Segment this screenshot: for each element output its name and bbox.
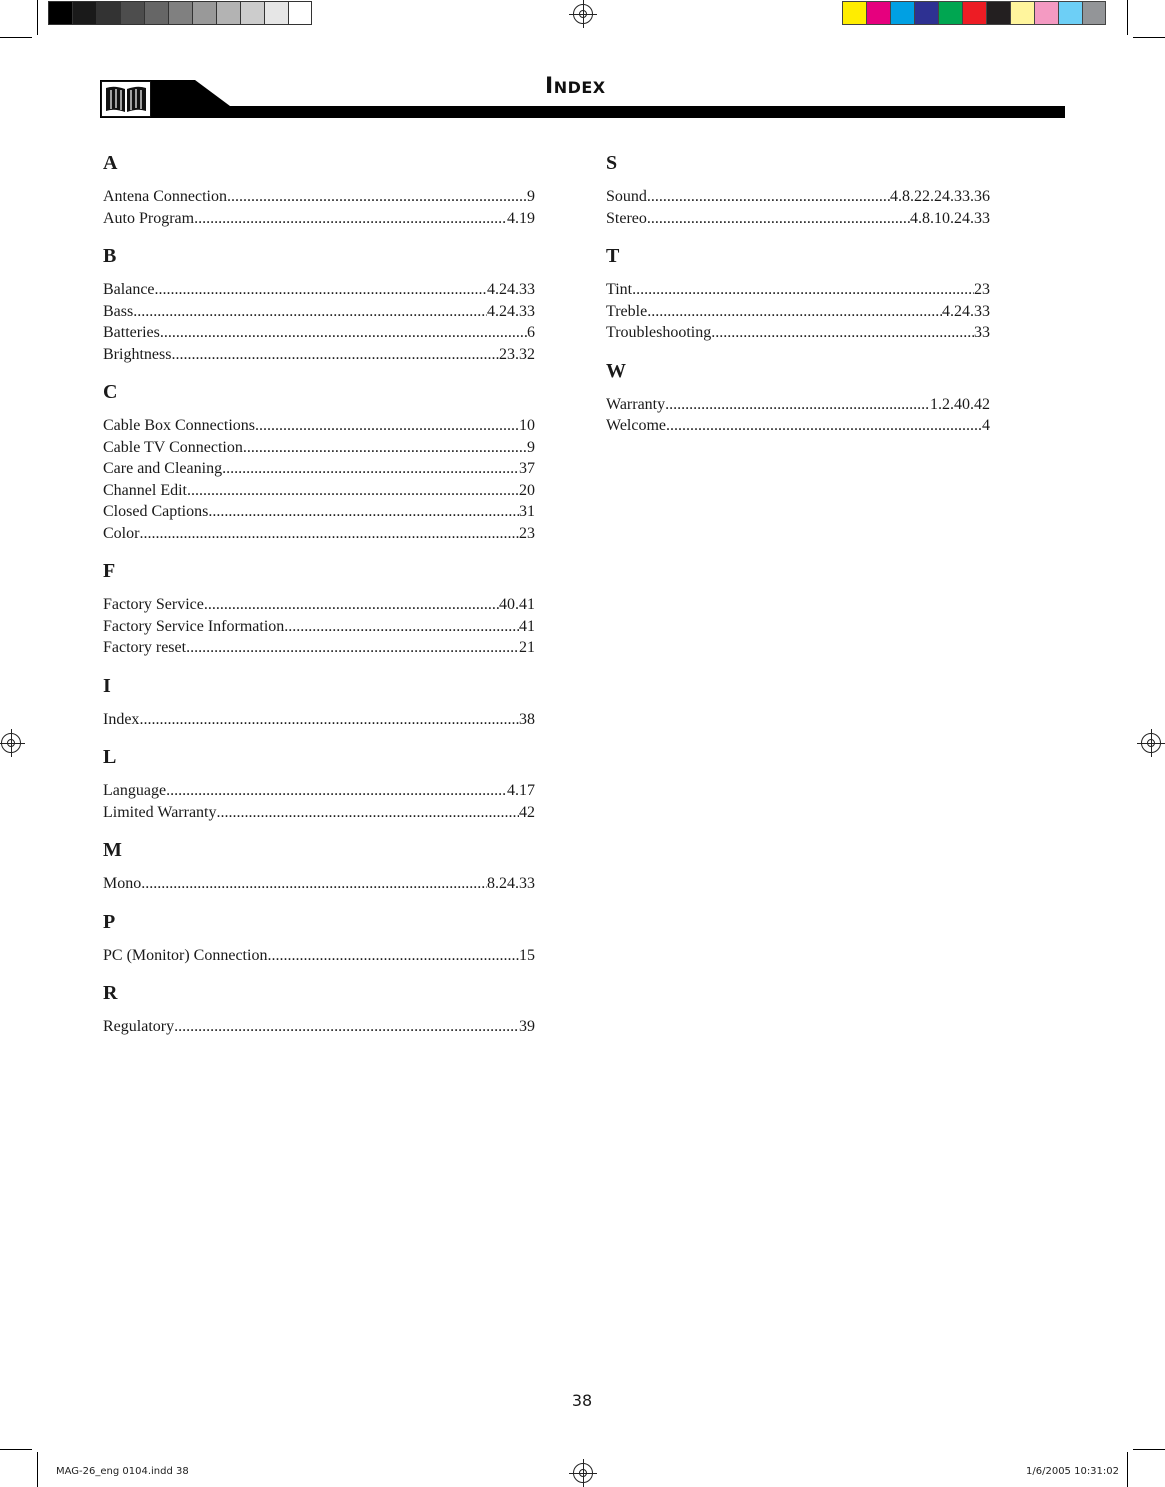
color-swatch <box>216 1 240 25</box>
index-entry-page: 4.17 <box>507 782 535 799</box>
dot-leader <box>267 945 519 967</box>
color-swatch <box>842 1 866 25</box>
index-entry <box>103 208 535 230</box>
color-swatch <box>72 1 96 25</box>
dot-leader <box>255 415 519 437</box>
index-letter-heading: P <box>103 910 116 933</box>
dot-leader <box>665 394 930 416</box>
dot-leader <box>243 437 527 459</box>
index-entry-term: Color <box>103 524 140 542</box>
index-entry <box>103 780 535 802</box>
index-entry-term: Cable Box Connections <box>103 417 255 434</box>
registration-mark-icon <box>573 1463 593 1483</box>
color-swatch <box>168 1 192 25</box>
dot-leader <box>186 637 519 659</box>
registration-mark-icon <box>1141 733 1161 753</box>
index-entry-term: Welcome <box>606 417 667 434</box>
crop-mark <box>0 1449 32 1450</box>
index-entry <box>606 208 990 230</box>
page-number: 38 <box>571 1391 593 1410</box>
dot-leader <box>139 523 519 545</box>
index-entry-term: Channel Edit <box>103 481 187 499</box>
index-entry-term: Factory Service Information <box>103 617 285 635</box>
dot-leader <box>666 415 982 437</box>
color-swatch <box>1034 1 1058 25</box>
index-entry-page: 4.8.22.24.33.36 <box>890 188 990 205</box>
dot-leader <box>284 616 519 638</box>
index-entry-term: Index <box>103 710 140 728</box>
index-entry-page: 37 <box>519 460 535 477</box>
index-group <box>103 150 535 229</box>
index-entry-page: 21 <box>519 639 535 656</box>
dot-leader <box>711 322 974 344</box>
index-entry-page: 4.8.10.24.33 <box>910 209 990 227</box>
index-entry-term: Limited Warranty <box>103 803 217 821</box>
index-letter-heading: B <box>103 245 117 267</box>
index-letter-heading: M <box>103 839 122 861</box>
index-entry-page: 33 <box>974 324 990 341</box>
index-letter-heading: L <box>103 746 117 768</box>
index-entry-term: Warranty <box>606 395 666 413</box>
index-group <box>103 909 535 967</box>
crop-mark <box>1133 37 1165 38</box>
index-entry <box>606 322 990 344</box>
index-entry <box>606 394 990 416</box>
color-swatch <box>986 1 1010 25</box>
index-entry <box>103 480 535 502</box>
index-entry <box>606 415 990 437</box>
dot-leader <box>174 1016 519 1038</box>
dot-leader <box>632 279 974 301</box>
index-entry-page: 41 <box>519 617 535 635</box>
index-entry-term: Care and Cleaning <box>103 460 223 477</box>
process-color-bar <box>842 1 1106 25</box>
index-entry <box>103 637 535 659</box>
book-icon <box>101 81 151 117</box>
dot-leader <box>204 594 499 616</box>
index-entry-term: Closed Captions <box>103 503 209 520</box>
index-entry <box>103 344 535 366</box>
index-entry <box>103 616 535 638</box>
index-entry-page: 23.32 <box>499 345 535 363</box>
index-entry <box>103 1016 535 1038</box>
color-swatch <box>890 1 914 25</box>
dot-leader <box>166 780 507 802</box>
index-entry-term: Regulatory <box>103 1018 175 1035</box>
index-entry-page: 20 <box>519 481 535 499</box>
grayscale-color-bar <box>48 1 312 25</box>
dot-leader <box>187 480 519 502</box>
index-entry-term: Tint <box>606 281 633 298</box>
color-swatch <box>962 1 986 25</box>
color-swatch <box>120 1 144 25</box>
registration-mark-icon <box>1 733 21 753</box>
index-letter-heading: T <box>606 245 620 267</box>
index-letter-heading: S <box>606 152 618 174</box>
index-entry <box>103 501 535 523</box>
color-swatch <box>240 1 264 25</box>
index-group <box>103 379 535 544</box>
page-title: INDEX <box>545 74 606 99</box>
index-entry-page: 6 <box>527 324 535 341</box>
index-entry-term: Sound <box>606 188 647 205</box>
index-entry-term: Bass <box>103 302 134 320</box>
color-swatch <box>1010 1 1034 25</box>
color-swatch <box>48 1 72 25</box>
color-swatch <box>1082 1 1106 25</box>
index-group <box>606 150 990 229</box>
index-entry-page: 4.24.33 <box>487 281 535 298</box>
index-column-right <box>606 150 990 451</box>
index-entry-page: 9 <box>527 188 535 205</box>
index-entry <box>103 594 535 616</box>
crop-mark <box>1127 1452 1128 1487</box>
index-entry <box>103 437 535 459</box>
index-entry-page: 10 <box>519 417 535 434</box>
index-group <box>103 243 535 365</box>
dot-leader <box>222 458 519 480</box>
crop-mark <box>0 37 32 38</box>
index-entry <box>103 415 535 437</box>
index-letter-heading: W <box>606 359 626 382</box>
color-swatch <box>1058 1 1082 25</box>
footer-timestamp: 1/6/2005 10:31:02 <box>1026 1466 1120 1477</box>
index-entry-term: Treble <box>606 302 648 320</box>
index-group <box>103 558 535 659</box>
footer-file-name: MAG-26_eng 0104.indd 38 <box>56 1466 189 1477</box>
dot-leader <box>647 301 942 323</box>
index-entry-page: 42 <box>519 803 535 821</box>
color-swatch <box>144 1 168 25</box>
index-entry-term: Language <box>103 782 167 799</box>
index-entry-page: 31 <box>519 503 535 520</box>
index-entry-page: 40.41 <box>499 596 535 613</box>
color-swatch <box>866 1 890 25</box>
crop-mark <box>1133 1449 1165 1450</box>
index-entry <box>103 186 535 208</box>
index-column-left <box>103 150 535 1052</box>
index-group <box>606 358 990 437</box>
index-entry-term: Antena Connection <box>103 188 227 205</box>
crop-mark <box>37 1452 38 1487</box>
dot-leader <box>647 186 890 208</box>
index-letter-heading: F <box>103 560 116 582</box>
index-entry-page: 15 <box>519 946 535 964</box>
index-entry-term: Stereo <box>606 209 647 227</box>
index-entry <box>606 279 990 301</box>
dot-leader <box>171 344 499 366</box>
dot-leader <box>141 873 487 895</box>
index-entry <box>103 873 535 895</box>
index-entry <box>103 945 535 967</box>
index-entry-page: 23 <box>974 281 990 298</box>
color-swatch <box>264 1 288 25</box>
index-group <box>103 673 535 731</box>
dot-leader <box>194 208 507 230</box>
index-entry-term: Mono <box>103 875 142 892</box>
dot-leader <box>208 501 519 523</box>
index-entry <box>103 279 535 301</box>
index-entry <box>606 186 990 208</box>
index-entry-term: Factory reset <box>103 639 187 656</box>
color-swatch <box>192 1 216 25</box>
index-entry <box>606 301 990 323</box>
index-entry <box>103 709 535 731</box>
crop-mark <box>1127 0 1128 35</box>
index-entry-term: Cable TV Connection <box>103 438 243 456</box>
color-swatch <box>914 1 938 25</box>
index-entry <box>103 301 535 323</box>
index-letter-heading: C <box>103 381 118 403</box>
index-entry-page: 4.24.33 <box>487 302 535 320</box>
index-letter-heading: I <box>103 674 111 697</box>
index-entry-page: 4.19 <box>507 209 535 227</box>
index-entry-term: Balance <box>103 281 155 298</box>
dot-leader <box>647 208 910 230</box>
index-entry-term: Auto Program <box>103 209 195 227</box>
color-swatch <box>96 1 120 25</box>
index-entry-page: 1.2.40.42 <box>930 395 990 413</box>
index-entry-page: 39 <box>519 1018 535 1035</box>
dot-leader <box>139 709 519 731</box>
color-swatch <box>288 1 312 25</box>
registration-mark-icon <box>573 4 593 24</box>
index-group <box>606 243 990 344</box>
index-letter-heading: R <box>103 982 118 1004</box>
index-entry <box>103 523 535 545</box>
index-group <box>103 837 535 895</box>
dot-leader <box>217 802 520 824</box>
crop-mark <box>37 0 38 35</box>
index-entry-term: Batteries <box>103 324 160 341</box>
index-entry-page: 38 <box>519 710 535 728</box>
index-entry-term: PC (Monitor) Connection <box>103 946 268 964</box>
dot-leader <box>227 186 527 208</box>
dot-leader <box>160 322 527 344</box>
index-letter-heading: A <box>103 152 118 174</box>
dot-leader <box>133 301 487 323</box>
index-entry-page: 9 <box>527 438 535 456</box>
index-entry <box>103 322 535 344</box>
index-entry-term: Brightness <box>103 345 172 363</box>
index-group <box>103 744 535 823</box>
index-entry-page: 23 <box>519 524 535 542</box>
index-entry-term: Troubleshooting <box>606 324 712 341</box>
index-group <box>103 980 535 1038</box>
index-entry <box>103 802 535 824</box>
index-entry-term: Factory Service <box>103 596 204 613</box>
index-entry-page: 4.24.33 <box>942 302 990 320</box>
color-swatch <box>938 1 962 25</box>
index-entry-page: 8.24.33 <box>487 875 535 892</box>
index-entry-page: 4 <box>982 417 990 434</box>
dot-leader <box>155 279 487 301</box>
index-entry <box>103 458 535 480</box>
